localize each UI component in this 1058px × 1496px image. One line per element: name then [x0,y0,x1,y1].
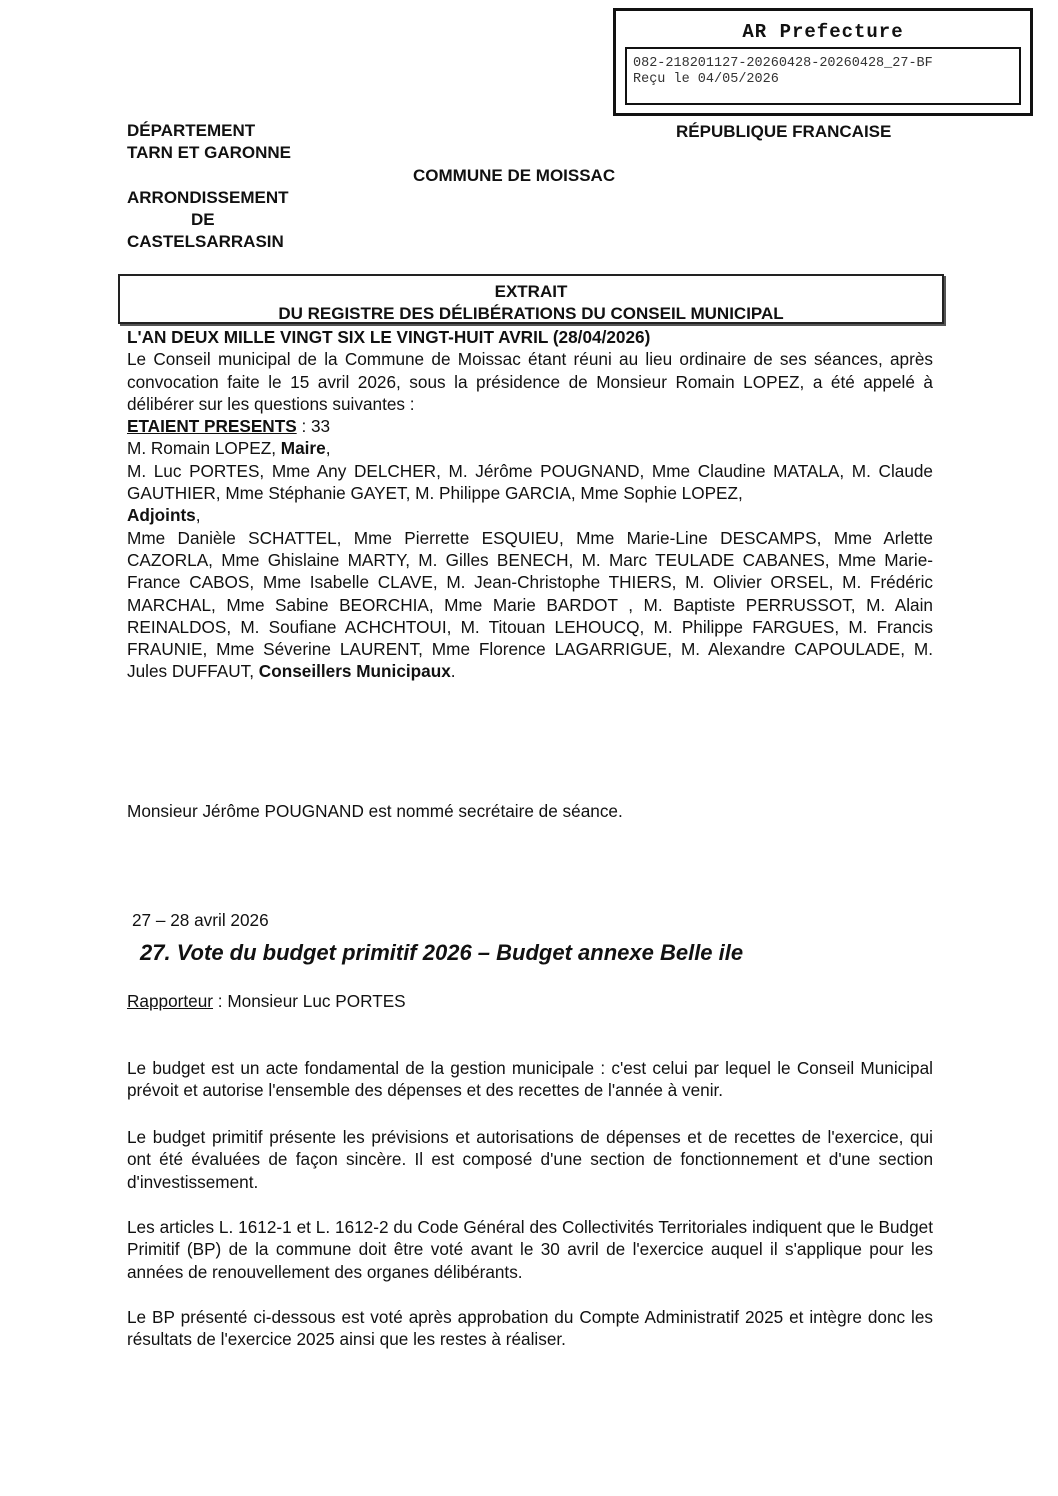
stamp-title: AR Prefecture [742,21,904,43]
adjoints-label: Adjoints [127,505,196,526]
paragraph-1: Le budget est un acte fondamental de la gestion municipale : c'est celui par lequel le Conseil Municipal prévoit et autorise l'ensemble des dépenses et des recettes de l'année à venir. [127,1058,933,1101]
stamp-reference: 082-218201127-20260428-20260428_27-BF [633,56,933,71]
paragraph-3: Les articles L. 1612-1 et L. 1612-2 du Code Général des Collectivités Territoriales indiquent que le Budget Primitif (BP) de la commune doit être voté avant le 30 avril de l'exercice auquel il s'applique pour les années de renouvellement des organes délibérants. [127,1217,933,1282]
departement-name: TARN ET GARONNE [127,143,292,162]
secretaire-line: Monsieur Jérôme POUGNAND est nommé secrétaire de séance. [127,801,623,821]
maire-label: Maire [280,438,326,459]
session-block [127,326,933,683]
deliberation-date: 27 – 28 avril 2026 [132,910,269,930]
commune-label: COMMUNE DE MOISSAC [413,166,616,185]
adjoints-names: M. Luc PORTES, Mme Any DELCHER, M. Jérôme POUGNAND, Mme Claudine MATALA, M. Claude GAUTHIER, Mme Stéphanie GAYET, M. Philippe GARCIA, Mme Sophie LOPEZ, [127,460,933,504]
presents-line [127,415,933,437]
adjoints-comma: , [195,505,201,526]
arrondissement-label: ARRONDISSEMENT [127,188,289,207]
conseillers-names: Mme Danièle SCHATTEL, Mme Pierrette ESQUIEU, Mme Marie-Line DESCAMPS, Mme Arlette CAZORLA, Mme Ghislaine MARTY, M. Gilles BENECH, M. Marc TEULADE CABANES, Mme Marie-France CABOS, Mme Isabelle CLAVE, M. Jean-Christophe THIERS, M. Olivier ORSEL, M. Frédéric MARCHAL, Mme Sabine BEORCHIA, Mme Marie BARDOT , M. Baptiste PERRUSSOT, M. Alain REINALDOS, M. Soufiane ACHCHTOUI, M. Titouan LEHOUCQ, M. Philippe FARGUES, M. Francis FRAUNIE, Mme Séverine LAURENT, Mme Florence LAGARRIGUE, M. Alexandre CAPOULADE, M. Jules DUFFAUT, [127,527,933,682]
extrait-box [118,274,944,324]
rapporteur-value: : Monsieur Luc PORTES [213,991,406,1011]
rapporteur-line [127,990,933,1012]
conseillers-period: . [450,661,456,682]
conseillers-label: Conseillers Municipaux [258,661,451,682]
presents-count: : 33 [296,416,331,437]
session-intro: Le Conseil municipal de la Commune de Moissac étant réuni au lieu ordinaire de ses séances, après convocation faite le 15 avril 2026, sous la présidence de Monsieur Romain LOPEZ, a été appelé à délibérer sur les questions suivantes : [127,349,933,414]
republique-label: RÉPUBLIQUE FRANCAISE [676,122,892,141]
conseillers-line [127,527,933,683]
adjoints-line [127,460,933,527]
presents-label: ETAIENT PRESENTS [127,416,297,437]
stamp-received-date: Reçu le 04/05/2026 [633,72,779,87]
paragraph-2: Le budget primitif présente les prévisions et autorisations de dépenses et de recettes de l'exercice, qui ont été évaluées de façon sincère. Il est composé d'une section de fonctionnement et d'une section d'investissement. [127,1127,933,1192]
registre-title: DU REGISTRE DES DÉLIBÉRATIONS DU CONSEIL MUNICIPAL [278,304,784,323]
arrondissement-name: CASTELSARRASIN [127,232,284,251]
stamp-details [625,47,1021,105]
prefecture-stamp [613,8,1033,116]
departement-label: DÉPARTEMENT [127,121,256,140]
maire-name: M. Romain LOPEZ, [127,438,281,459]
session-date: L'AN DEUX MILLE VINGT SIX LE VINGT-HUIT AVRIL (28/04/2026) [127,327,651,347]
deliberation-title: 27. Vote du budget primitif 2026 – Budget annexe Belle ile [140,940,744,965]
maire-line [127,437,933,459]
rapporteur-label: Rapporteur [127,991,213,1011]
maire-comma: , [325,438,331,459]
paragraph-4: Le BP présenté ci-dessous est voté après approbation du Compte Administratif 2025 et intègre donc les résultats de l'exercice 2025 ainsi que les restes à réaliser. [127,1307,933,1350]
extrait-title: EXTRAIT [494,282,568,301]
arrondissement-de: DE [191,210,215,229]
